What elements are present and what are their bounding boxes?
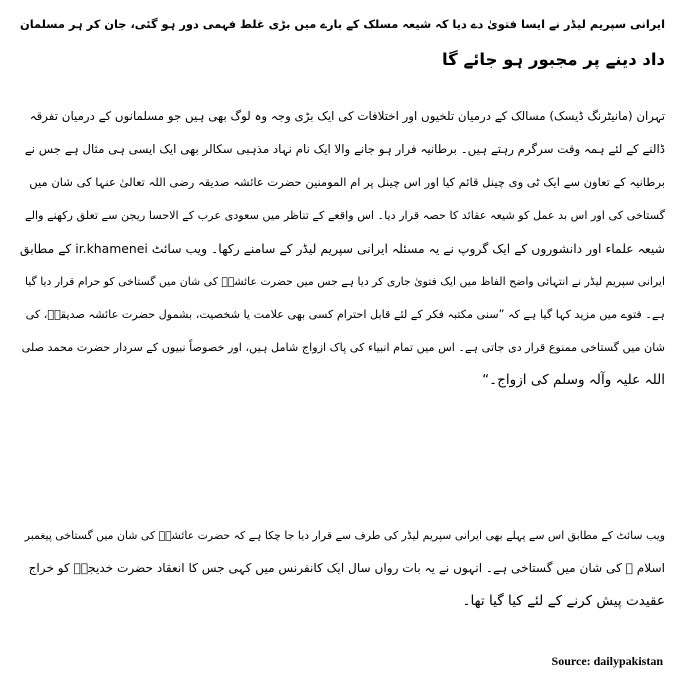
headline-line-1: ایرانی سپریم لیڈر نے ایسا فتویٰ دے دیا کہ شیعہ مسلک کے بارے میں بڑی غلط فہمی دور ہو گئی، جان کر ہر مسلمان: [19, 17, 665, 31]
paragraph-1-line: ہے۔ فتوے میں مزید کہا گیا ہے کہ ”سنی مکتبہ فکر کے لئے قابل احترام کسی بھی علامت یا شخصیت، بشمول حضرت عائشہ صدیقہؓ، کی: [25, 308, 665, 321]
paragraph-1-line: شان میں گستاخی ممنوع قرار دی جاتی ہے۔ اس میں تمام انبیاء کی پاک ازواج شامل ہیں، اور خصوصاً نبیوں کے سردار حضرت محمد صلی: [21, 341, 665, 354]
paragraph-1-line: تہران (مانیٹرنگ ڈیسک) مسالک کے درمیان تلخیوں اور اختلافات کی ایک بڑی وجہ وہ لوگ بھی ہیں جو مسلمانوں کے درمیان تفرقہ: [29, 109, 665, 123]
paragraph-1-line: ڈالنے کے لئے ہمہ وقت سرگرم رہتے ہیں۔ برطانیہ فرار ہو جانے والا ایک نام نہاد مذہبی سکالر بھی ایک ایسی ہی مثال ہے جس نے: [24, 142, 665, 156]
paragraph-1-line: ایرانی سپریم لیڈر نے انتہائی واضح الفاظ میں ایک فتویٰ جاری کر دیا ہے جس میں حضرت عائشہؓ کی شان میں گستاخی کو حرام قرار دیا گیا: [24, 275, 665, 288]
paragraph-2-line: ویب سائٹ کے مطابق اس سے پہلے بھی ایرانی سپریم لیڈر کی طرف سے قرار دیا جا چکا ہے کہ حضرت عائشہؓ کی شان میں گستاخی پیغمبر: [24, 529, 665, 542]
article-headline: [16, 6, 665, 78]
paragraph-1-line: شیعہ علماء اور دانشوروں کے ایک گروپ نے یہ مسئلہ ایرانی سپریم لیڈر کے سامنے رکھا۔ ویب سائٹ ir.khamenei کے مطابق: [19, 241, 665, 256]
paragraph-1-line: گستاخی کی اور اس بد عمل کو شیعہ عقائد کا حصہ قرار دیا۔ اس واقعے کے تناظر میں سعودی عرب کے الاحسا ریجن سے تعلق رکھنے والے: [25, 209, 665, 222]
paragraph-1-line: برطانیہ کے تعاون سے ایک ٹی وی چینل قائم کیا اور اس چینل پر ام المومنین حضرت عائشہ صدیقہ رضی اللہ تعالیٰ عنہا کی شان میں: [29, 175, 665, 189]
paragraph-2-line: اسلام ﷺ کی شان میں گستاخی ہے۔ انہوں نے یہ بات رواں سال ایک کانفرنس میں کہی جس کا انعقاد حضرت خدیجہؓ کو خراج: [28, 561, 665, 575]
source-credit: Source: dailypakistan: [551, 654, 663, 668]
article-paragraph-2: [16, 519, 665, 618]
paragraph-2-line: عقیدت پیش کرنے کے لئے کیا گیا تھا۔: [462, 593, 665, 609]
article-paragraph-1: [16, 100, 665, 397]
paragraph-1-line: اللہ علیہ وآلہ وسلم کی ازواج۔“: [482, 372, 665, 388]
headline-line-2: داد دینے پر مجبور ہو جائے گا: [441, 50, 665, 69]
